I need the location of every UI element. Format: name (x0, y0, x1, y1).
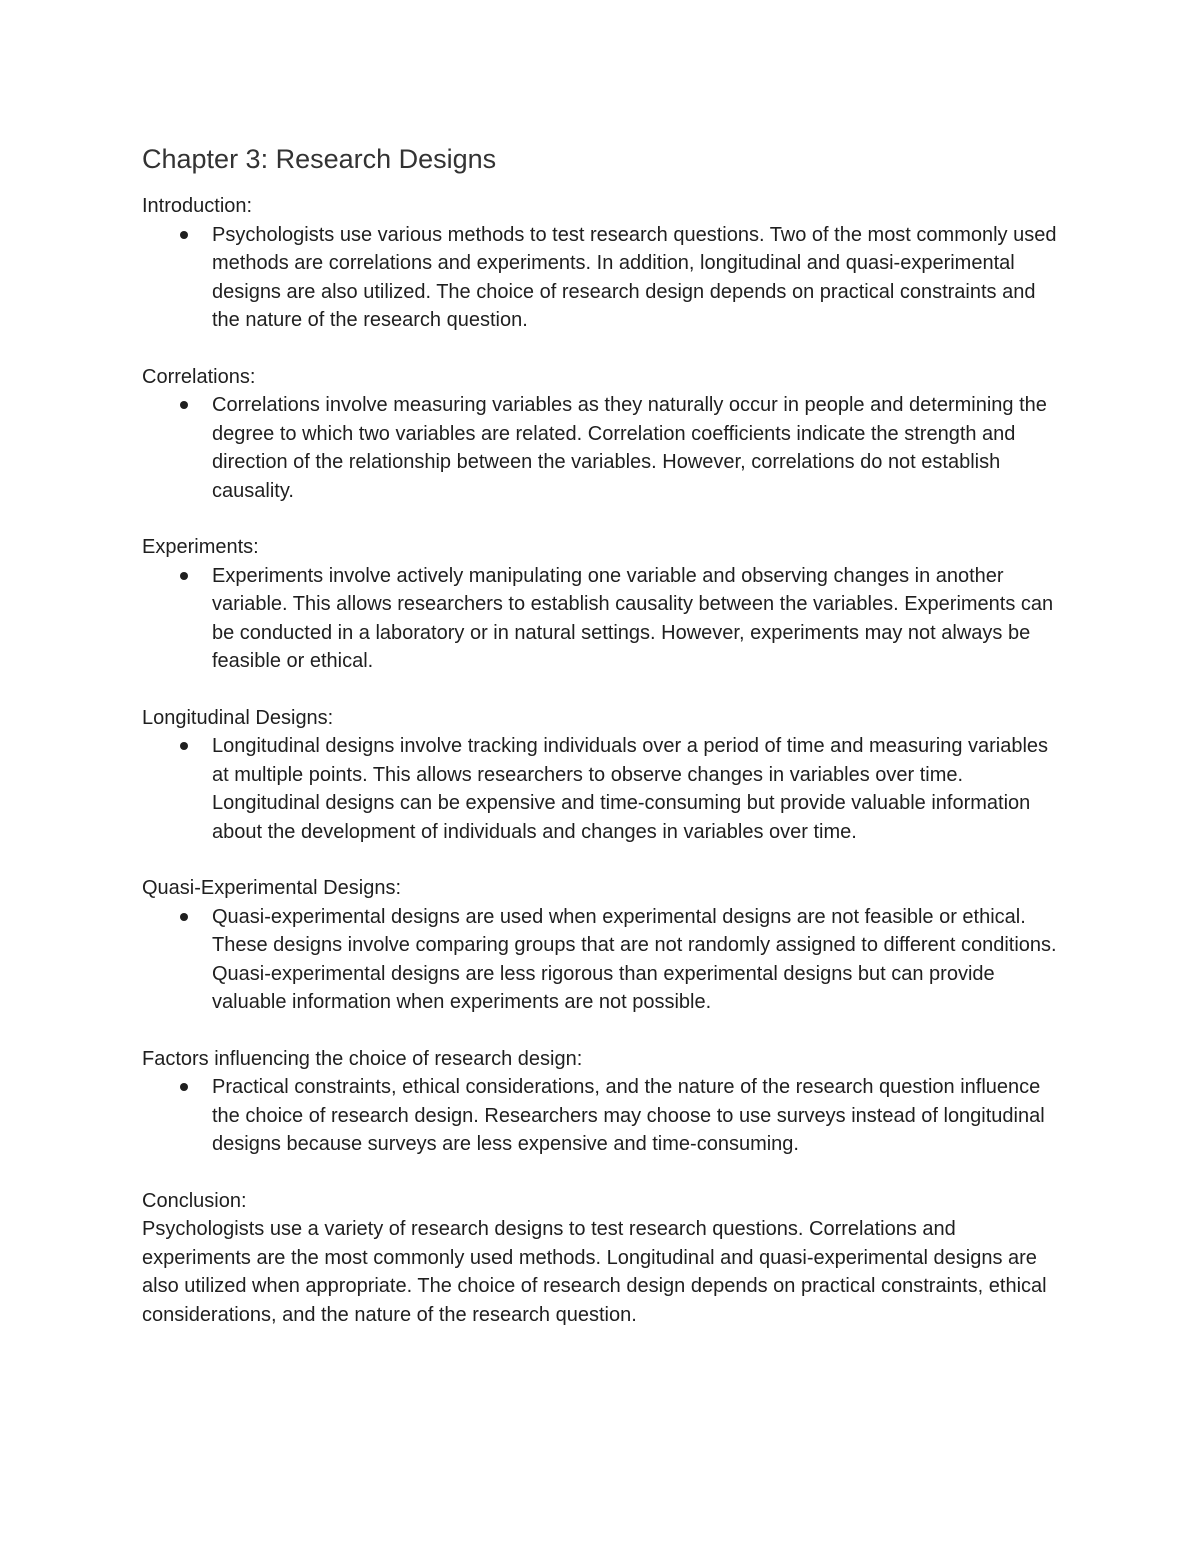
bullet-icon (180, 401, 188, 409)
list-item-text: Quasi-experimental designs are used when experimental designs are not feasible or ethical. These designs involve comparing groups that are not randomly assigned to different conditions. Quasi-experimental designs are less rigorous than experimental designs but can provide valuable information when experiments are not possible. (212, 905, 1057, 1013)
section-factors (142, 1045, 1062, 1159)
document-page (142, 140, 1062, 1357)
bullet-list (142, 221, 1062, 335)
section-correlations (142, 363, 1062, 506)
list-item (142, 732, 1062, 846)
list-item-text: Psychologists use various methods to test research questions. Two of the most commonly used methods are correlations and experiments. In addition, longitudinal and quasi-experimental designs are also utilized. The choice of research design depends on practical constraints and the nature of the research question. (212, 223, 1057, 331)
list-item-text: Experiments involve actively manipulating one variable and observing changes in another variable. This allows researchers to establish causality between the variables. Experiments can be conducted in a laboratory or in natural settings. However, experiments may not always be feasible or ethical. (212, 564, 1054, 672)
section-heading: Experiments: (142, 536, 259, 558)
bullet-list (142, 562, 1062, 676)
section-heading: Conclusion: (142, 1189, 247, 1212)
section-heading: Factors influencing the choice of research design: (142, 1047, 583, 1070)
list-item (142, 562, 1062, 676)
bullet-icon (180, 913, 188, 921)
section-heading: Introduction: (142, 195, 253, 217)
bullet-icon (180, 742, 188, 750)
list-item-text: Practical constraints, ethical considerations, and the nature of the research question influence the choice of research design. Researchers may choose to use surveys instead of longitudinal designs because surveys are less expensive and time-consuming. (212, 1076, 1045, 1155)
bullet-icon (180, 572, 188, 580)
list-item-text: Longitudinal designs involve tracking individuals over a period of time and measuring variables at multiple points. This allows researchers to observe changes in variables over time. Longitudinal designs can be expensive and time-consuming but provide valuable information about the development of individuals and changes in variables over time. (212, 735, 1049, 843)
conclusion-paragraph: Psychologists use a variety of research designs to test research questions. Correlations and experiments are the most commonly used methods. Longitudinal and quasi-experimental designs are also utilized when appropriate. The choice of research design depends on practical constraints, ethical considerations, and the nature of the research question. (142, 1218, 1047, 1326)
section-heading: Quasi-Experimental Designs: (142, 877, 401, 899)
bullet-list (142, 903, 1062, 1017)
list-item (142, 903, 1062, 1017)
section-experiments (142, 533, 1062, 676)
list-item (142, 1073, 1062, 1159)
list-item (142, 221, 1062, 335)
bullet-list (142, 391, 1062, 505)
section-quasi-experimental-designs (142, 874, 1062, 1017)
section-heading: Longitudinal Designs: (142, 706, 334, 729)
list-item-text: Correlations involve measuring variables as they naturally occur in people and determining the degree to which two variables are related. Correlation coefficients indicate the strength and direction of the relationship between the variables. However, correlations do not establish causality. (212, 394, 1047, 502)
section-introduction (142, 192, 1062, 335)
bullet-list (142, 732, 1062, 846)
list-item (142, 391, 1062, 505)
bullet-icon (180, 1083, 188, 1091)
section-longitudinal-designs (142, 704, 1062, 847)
bullet-icon (180, 231, 188, 239)
section-conclusion (142, 1187, 1062, 1330)
bullet-list (142, 1073, 1062, 1159)
section-heading: Correlations: (142, 365, 256, 388)
page-title: Chapter 3: Research Designs (142, 144, 497, 174)
